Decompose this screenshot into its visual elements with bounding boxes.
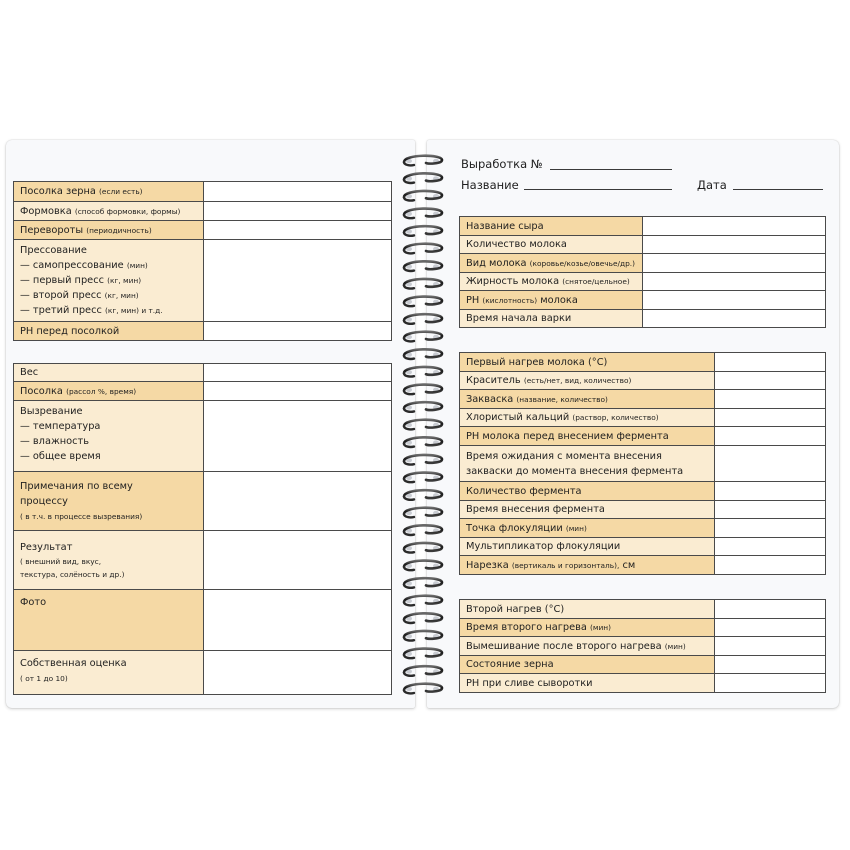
input-stirring-after-heating[interactable] (715, 637, 826, 656)
label-molding: Формовка (способ формовки, формы) (14, 202, 204, 221)
label-enzyme-amount: Количество фермента (460, 482, 715, 501)
input-milk-type[interactable] (643, 254, 826, 273)
input-waiting-time[interactable] (715, 446, 826, 482)
name-field[interactable] (524, 189, 672, 190)
input-result[interactable] (204, 531, 392, 590)
input-calcium-chloride[interactable] (715, 409, 826, 427)
input-ripening[interactable] (204, 401, 392, 472)
label-photo: Фото (14, 590, 204, 651)
right-table-milk (459, 216, 826, 328)
input-molding[interactable] (204, 202, 392, 221)
input-pressing[interactable] (204, 240, 392, 322)
date-label: Дата (697, 178, 727, 192)
label-pressing: Прессование — самопрессование (мин) — первый пресс (кг, мин) — второй пресс (кг, мин) — третий пресс (кг, мин) и т.д. (14, 240, 204, 322)
label-weight: Вес (14, 364, 204, 382)
batch-number-label: Выработка № (461, 157, 543, 171)
label-cheese-name: Название сыра (460, 217, 643, 236)
label-self-rating: Собственная оценка ( от 1 до 10) (14, 651, 204, 695)
input-ph-before-salting[interactable] (204, 322, 392, 341)
label-cutting: Нарезка (вертикаль и горизонталь), см (460, 556, 715, 575)
input-enzyme-amount[interactable] (715, 482, 826, 501)
input-process-notes[interactable] (204, 472, 392, 531)
label-flocculation-point: Точка флокуляции (мин) (460, 519, 715, 538)
label-colorant: Краситель (есть/нет, вид, количество) (460, 372, 715, 390)
input-enzyme-time[interactable] (715, 501, 826, 519)
label-whey-ph: PH при сливе сыворотки (460, 674, 715, 693)
input-first-heating[interactable] (715, 353, 826, 372)
batch-number-field[interactable] (550, 169, 672, 170)
input-cheese-name[interactable] (643, 217, 826, 236)
input-grain-salting[interactable] (204, 182, 392, 202)
input-second-heating-time[interactable] (715, 619, 826, 637)
label-flocculation-multiplier: Мультипликатор флокуляции (460, 538, 715, 556)
label-enzyme-time: Время внесения фермента (460, 501, 715, 519)
label-process-notes: Примечания по всему процессу ( в т.ч. в процессе вызревания) (14, 472, 204, 531)
input-turning[interactable] (204, 221, 392, 240)
label-stirring-after-heating: Вымешивание после второго нагрева (мин) (460, 637, 715, 656)
right-table-second-heating (459, 599, 826, 693)
label-ripening: Вызревание — температура — влажность — общее время (14, 401, 204, 472)
label-grain-salting: Посолка зерна (если есть) (14, 182, 204, 202)
input-colorant[interactable] (715, 372, 826, 390)
input-brining[interactable] (204, 382, 392, 401)
label-milk-fat: Жирность молока (снятое/цельное) (460, 273, 643, 291)
left-table-ripening (13, 363, 392, 695)
label-ph-before-salting: PH перед посолкой (14, 322, 204, 341)
label-ph-before-enzyme: PH молока перед внесением фермента (460, 427, 715, 446)
input-milk-ph[interactable] (643, 291, 826, 310)
left-table-pressing (13, 181, 392, 341)
input-photo[interactable] (204, 590, 392, 651)
input-grain-condition[interactable] (715, 656, 826, 674)
label-waiting-time: Время ожидания с момента внесения закваски до момента внесения фермента (460, 446, 715, 482)
label-second-heating-time: Время второго нагрева (мин) (460, 619, 715, 637)
label-cooking-start: Время начала варки (460, 310, 643, 328)
input-whey-ph[interactable] (715, 674, 826, 693)
input-ph-before-enzyme[interactable] (715, 427, 826, 446)
date-field[interactable] (733, 189, 823, 190)
label-starter: Закваска (название, количество) (460, 390, 715, 409)
input-starter[interactable] (715, 390, 826, 409)
input-cutting[interactable] (715, 556, 826, 575)
label-result: Результат ( внешний вид, вкус, текстура, солёность и др.) (14, 531, 204, 590)
input-milk-fat[interactable] (643, 273, 826, 291)
input-second-heating[interactable] (715, 600, 826, 619)
label-turning: Перевороты (периодичность) (14, 221, 204, 240)
label-brining: Посолка (рассол %, время) (14, 382, 204, 401)
label-grain-condition: Состояние зерна (460, 656, 715, 674)
input-cooking-start[interactable] (643, 310, 826, 328)
input-flocculation-point[interactable] (715, 519, 826, 538)
input-milk-quantity[interactable] (643, 236, 826, 254)
name-label: Название (461, 178, 519, 192)
label-calcium-chloride: Хлористый кальций (раствор, количество) (460, 409, 715, 427)
input-flocculation-multiplier[interactable] (715, 538, 826, 556)
label-milk-ph: PH (кислотность) молока (460, 291, 643, 310)
label-second-heating: Второй нагрев (°С) (460, 600, 715, 619)
spiral-binding-icon (398, 150, 448, 695)
input-self-rating[interactable] (204, 651, 392, 695)
label-first-heating: Первый нагрев молока (°С) (460, 353, 715, 372)
label-milk-quantity: Количество молока (460, 236, 643, 254)
input-weight[interactable] (204, 364, 392, 382)
right-table-coagulation (459, 352, 826, 575)
label-milk-type: Вид молока (коровье/козье/овечье/др.) (460, 254, 643, 273)
